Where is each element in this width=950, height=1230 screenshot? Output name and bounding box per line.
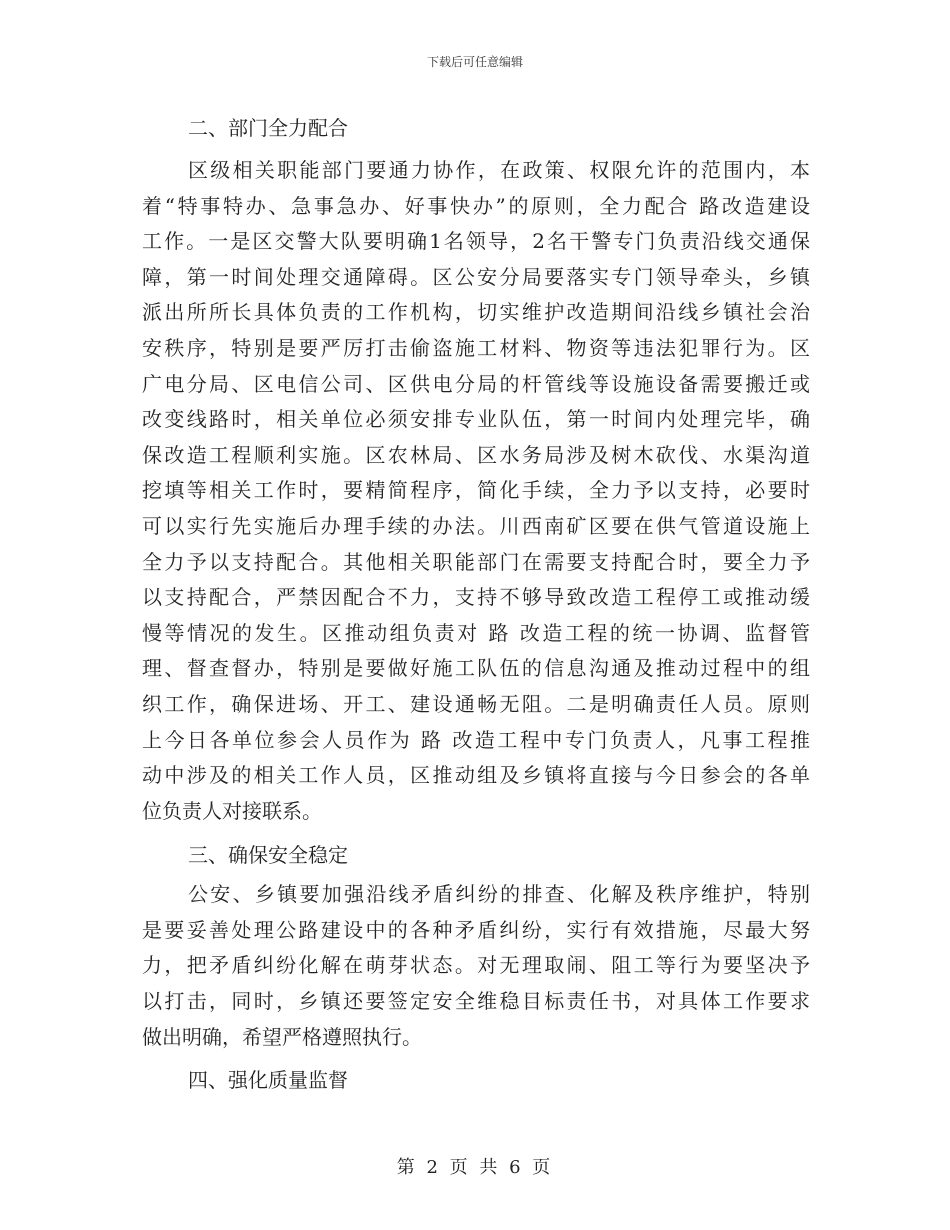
- section-heading: 三、确保安全稳定: [188, 843, 348, 868]
- paragraph-line: 工作。一是区交警大队要明确1名领导，2名干警专门负责沿线交通保: [142, 229, 810, 254]
- paragraph-line: 保改造工程顺利实施。区农林局、区水务局涉及树木砍伐、水渠沟道: [142, 442, 810, 467]
- section-heading: 二、部门全力配合: [188, 116, 348, 140]
- section-paragraph: [142, 877, 810, 1055]
- paragraph-line: 派出所所长具体负责的工作机构，切实维护改造期间沿线乡镇社会治: [142, 300, 810, 325]
- paragraph-line: 安秩序，特别是要严厉打击偷盗施工材料、物资等违法犯罪行为。区: [142, 335, 810, 360]
- section-heading: 四、强化质量监督: [188, 1068, 348, 1093]
- paragraph-line: 位负责人对接联系。: [142, 798, 322, 823]
- paragraph-line: 障，第一时间处理交通障碍。区公安分局要落实专门领导牵头，乡镇: [142, 264, 810, 289]
- paragraph-line: 挖填等相关工作时，要精简程序，简化手续，全力予以支持，必要时: [142, 478, 810, 503]
- paragraph-line: 做出明确，希望严格遵照执行。: [142, 1024, 422, 1049]
- paragraph-line: 广电分局、区电信公司、区供电分局的杆管线等设施设备需要搬迁或: [142, 371, 810, 396]
- paragraph-line: 上今日各单位参会人员作为 路 改造工程中专门负责人，凡事工程推: [142, 727, 810, 752]
- paragraph-line: 理、督查督办，特别是要做好施工队伍的信息沟通及推动过程中的组: [142, 656, 810, 681]
- paragraph-line: 可以实行先实施后办理手续的办法。川西南矿区要在供气管道设施上: [142, 513, 810, 538]
- paragraph-line: 公安、乡镇要加强沿线矛盾纠纷的排查、化解及秩序维护，特别: [188, 882, 810, 907]
- header-note: 下载后可任意编辑: [426, 55, 523, 69]
- document-body: [142, 108, 810, 1100]
- paragraph-line: 改变线路时，相关单位必须安排专业队伍，第一时间内处理完毕，确: [142, 407, 810, 432]
- paragraph-line: 动中涉及的相关工作人员，区推动组及乡镇将直接与今日参会的各单: [142, 763, 810, 788]
- paragraph-line: 区级相关职能部门要通力协作，在政策、权限允许的范围内，本: [188, 158, 810, 182]
- paragraph-line: 以打击，同时，乡镇还要签定安全维稳目标责任书，对具体工作要求: [142, 989, 810, 1014]
- paragraph-line: 以支持配合，严禁因配合不力，支持不够导致改造工程停工或推动缓: [142, 585, 810, 610]
- section-paragraph: [142, 153, 810, 829]
- paragraph-line: 全力予以支持配合。其他相关职能部门在需要支持配合时，要全力予: [142, 549, 810, 574]
- paragraph-line: 慢等情况的发生。区推动组负责对 路 改造工程的统一协调、监督管: [142, 620, 810, 645]
- paragraph-line: 力，把矛盾纠纷化解在萌芽状态。对无理取闹、阻工等行为要坚决予: [142, 953, 810, 978]
- paragraph-line: 是要妥善处理公路建设中的各种矛盾纠纷，实行有效措施，尽最大努: [142, 917, 810, 942]
- paragraph-line: 着“特事特办、急事急办、好事快办”的原则，全力配合 路改造建设: [142, 193, 810, 218]
- page-number-footer: 第 2 页 共 6 页: [396, 1157, 554, 1178]
- paragraph-line: 织工作，确保进场、开工、建设通畅无阻。二是明确责任人员。原则: [142, 691, 810, 716]
